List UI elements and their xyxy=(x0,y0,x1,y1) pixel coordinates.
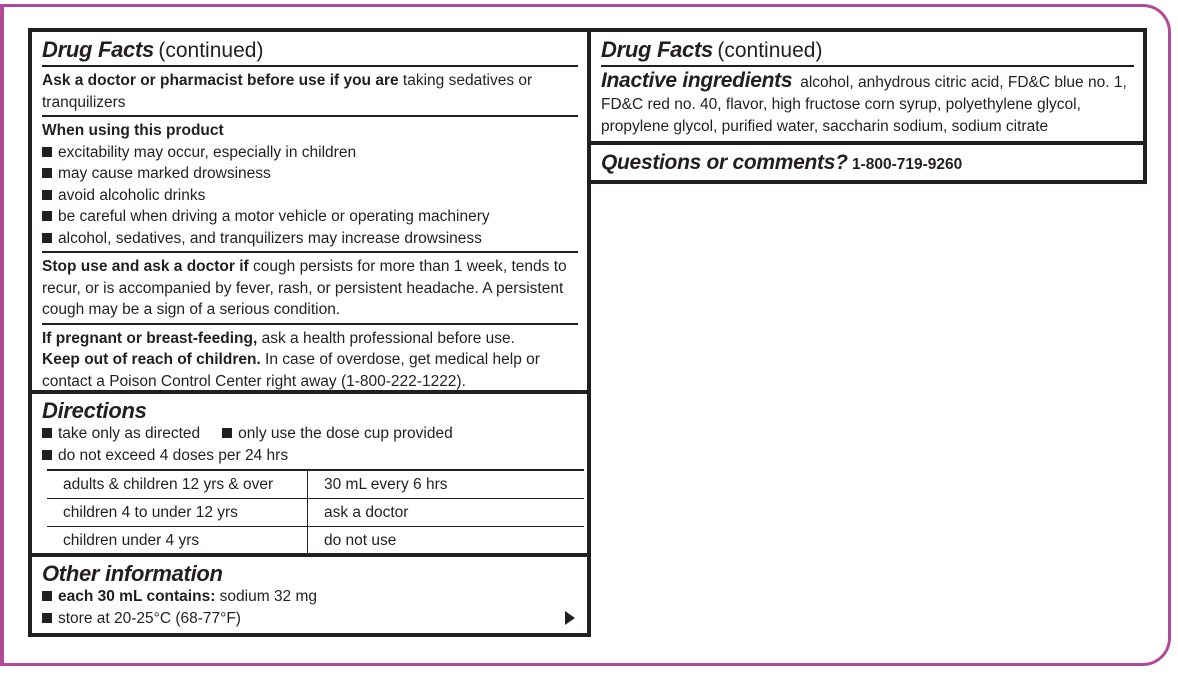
questions-heading: Questions or comments? xyxy=(601,151,848,174)
continued-label: (continued) xyxy=(158,39,264,62)
directions-panel xyxy=(28,390,591,557)
inactive-line2: FD&C red no. 40, flavor, high fructose corn syrup, polyethylene glycol, xyxy=(601,96,1081,113)
continue-arrow-icon xyxy=(565,611,575,625)
ask-doctor-heading: Ask a doctor or pharmacist before use if you are xyxy=(42,72,399,89)
directions-item: do not exceed 4 doses per 24 hrs xyxy=(58,446,289,464)
table-row xyxy=(47,527,584,555)
inactive-line1 xyxy=(601,70,1134,94)
directions-row1 xyxy=(42,423,578,445)
other-info-item xyxy=(42,586,578,608)
bullet-icon xyxy=(42,428,52,438)
age-cell: adults & children 12 yrs & over xyxy=(47,470,308,499)
inactive-text: alcohol, anhydrous citric acid, FD&C blue no. 1, xyxy=(800,74,1127,91)
ask-doctor-line2: tranquilizers xyxy=(42,93,126,111)
continued-label: (continued) xyxy=(717,39,823,62)
ask-doctor-text: taking sedatives or xyxy=(398,72,533,89)
bullet-icon xyxy=(42,211,52,221)
age-cell: children under 4 yrs xyxy=(47,527,308,555)
bullet-icon xyxy=(42,233,52,243)
bullet-icon xyxy=(42,591,52,601)
keep-out-line2: contact a Poison Control Center right away (1-800-222-1222). xyxy=(42,372,466,390)
keep-out-heading: Keep out of reach of children. xyxy=(42,351,261,368)
dose-cell: 30 mL every 6 hrs xyxy=(308,470,585,499)
age-cell: children 4 to under 12 yrs xyxy=(47,499,308,527)
directions-row2 xyxy=(42,445,578,467)
stop-use-heading: Stop use and ask a doctor if xyxy=(42,258,249,275)
questions-line xyxy=(601,149,1134,179)
directions-title: Directions xyxy=(42,398,147,423)
when-using-text: excitability may occur, especially in children xyxy=(58,143,357,161)
keep-out-text: In case of overdose, get medical help or xyxy=(260,351,540,368)
other-info-panel xyxy=(28,553,591,637)
dose-cell: do not use xyxy=(308,527,585,555)
when-using-item xyxy=(42,206,578,228)
drug-facts-title: Drug Facts xyxy=(42,37,154,62)
ask-doctor-line1 xyxy=(42,70,578,92)
directions-item: take only as directed xyxy=(58,425,201,442)
dose-cell: ask a doctor xyxy=(308,499,585,527)
other-info-text: store at 20-25°C (68-77°F) xyxy=(58,609,241,627)
when-using-item xyxy=(42,163,578,185)
questions-panel xyxy=(587,141,1147,184)
when-using-text: be careful when driving a motor vehicle or operating machinery xyxy=(58,208,490,225)
other-info-item xyxy=(42,608,578,630)
table-row xyxy=(47,470,584,499)
bullet-icon xyxy=(42,147,52,157)
pregnant-line xyxy=(42,328,578,350)
when-using-text: avoid alcoholic drinks xyxy=(58,186,206,204)
directions-item: only use the dose cup provided xyxy=(238,425,453,442)
pregnant-text: ask a health professional before use. xyxy=(257,329,515,347)
when-using-heading: When using this product xyxy=(42,122,224,139)
when-using-item xyxy=(42,142,578,164)
stop-use-line2: recur, or is accompanied by fever, rash, or persistent headache. A persistent xyxy=(42,279,564,297)
bullet-icon xyxy=(42,190,52,200)
inactive-line3: propylene glycol, purified water, saccharin sodium, sodium citrate xyxy=(601,117,1049,135)
bullet-icon xyxy=(42,613,52,623)
dosage-table xyxy=(47,469,584,554)
keep-out-line1 xyxy=(42,349,578,371)
table-row xyxy=(47,499,584,527)
stop-use-line3: cough may be a sign of a serious condition. xyxy=(42,301,341,318)
stop-use-text: cough persists for more than 1 week, tends to xyxy=(248,258,567,275)
stop-use-line1 xyxy=(42,256,578,278)
when-using-text: alcohol, sedatives, and tranquilizers may increase drowsiness xyxy=(58,229,482,247)
bullet-icon xyxy=(42,450,52,460)
bullet-icon xyxy=(222,428,232,438)
drug-facts-title: Drug Facts xyxy=(601,37,713,62)
other-info-bold: each 30 mL contains: xyxy=(58,588,216,605)
other-info-title: Other information xyxy=(42,561,223,586)
inactive-panel xyxy=(587,28,1147,145)
other-info-text: sodium 32 mg xyxy=(215,588,318,605)
pregnant-heading: If pregnant or breast-feeding, xyxy=(42,329,258,347)
phone-number: 1-800-719-9260 xyxy=(851,156,963,173)
when-using-text: may cause marked drowsiness xyxy=(58,165,271,182)
when-using-item xyxy=(42,185,578,207)
warnings-panel xyxy=(28,28,591,394)
bullet-icon xyxy=(42,168,52,178)
panel-title xyxy=(42,36,578,63)
when-using-item xyxy=(42,228,578,250)
inactive-heading: Inactive ingredients xyxy=(601,69,793,92)
